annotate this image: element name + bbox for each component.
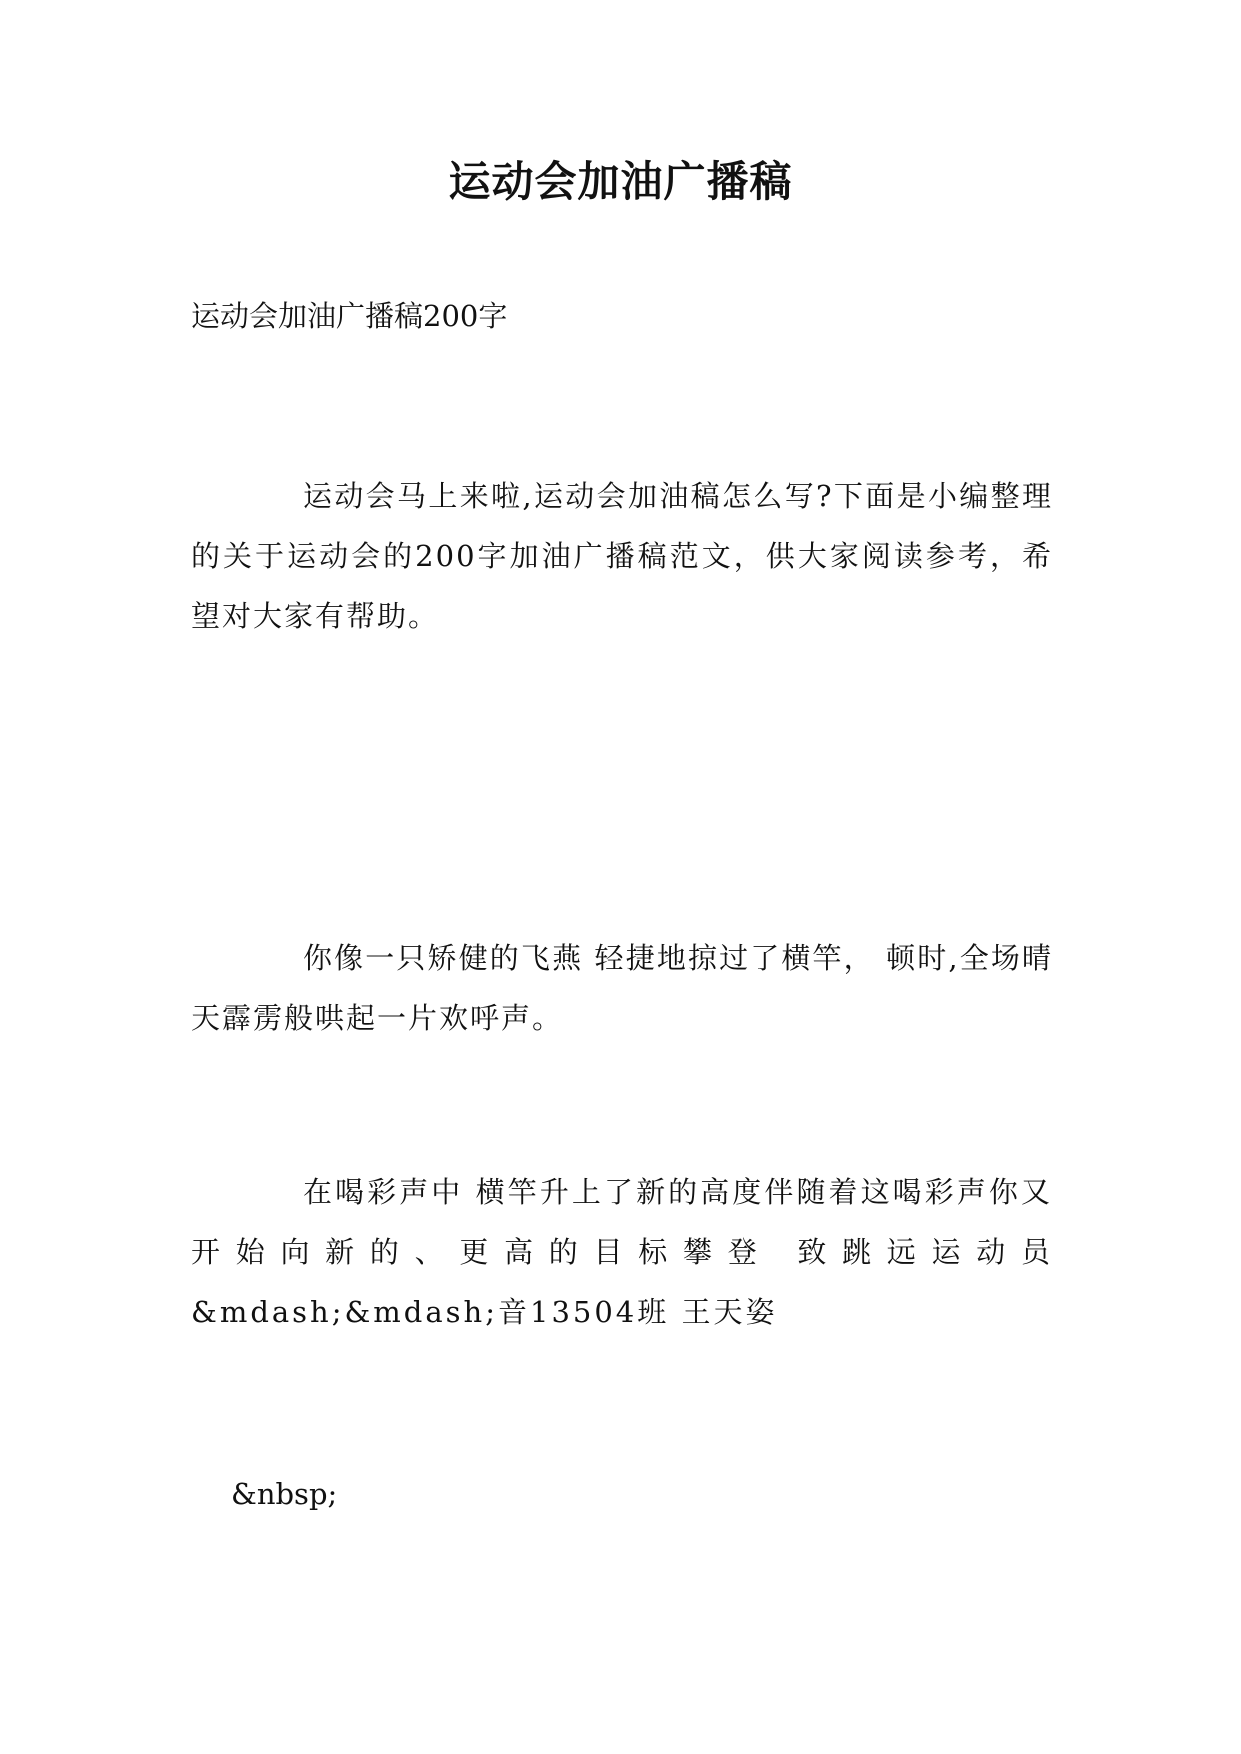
paragraph-intro: 运动会马上来啦,运动会加油稿怎么写?下面是小编整理的关于运动会的200字加油广播稿范文，供大家阅读参考，希望对大家有帮助。 — [191, 479, 1053, 633]
paragraph-cheering: 在喝彩声中 横竿升上了新的高度伴随着这喝彩声你又开始向新的、更高的目标攀登 致跳远运动员&mdash;&mdash;音13504班 王天姿 — [191, 1175, 1053, 1329]
trailing-entity-text: &nbsp; — [231, 1477, 338, 1511]
paragraph-flying-swallow: 你像一只矫健的飞燕 轻捷地掠过了横竿， 顿时,全场晴天霹雳般哄起一片欢呼声。 — [191, 941, 1053, 1035]
document-title: 运动会加油广播稿 — [448, 157, 793, 206]
document-subtitle: 运动会加油广播稿200字 — [191, 299, 508, 333]
